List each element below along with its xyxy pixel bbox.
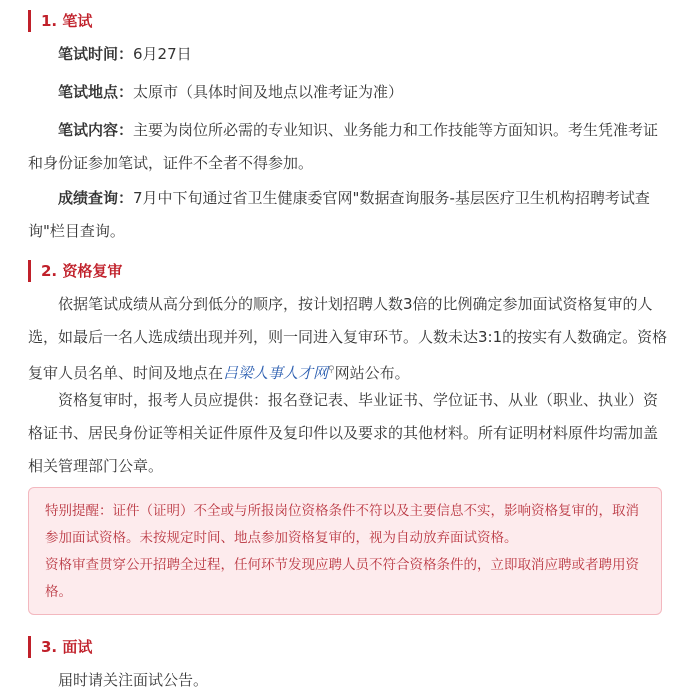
review-paragraph-2: 资格复审时，报考人员应提供：报名登记表、毕业证书、学位证书、从业（职业、执业）资格证书、居民身份证等相关证件原件及复印件以及要求的其他材料。所有证明材料原件均需加盖相关管理部门公章。 — [28, 391, 659, 475]
review-paragraph-1 — [28, 288, 668, 390]
interview-paragraph: 届时请关注面试公告。 — [58, 671, 209, 689]
exam-place-label: 笔试地点： — [58, 83, 134, 101]
exam-time-label: 笔试时间： — [58, 45, 134, 63]
score-query-value: 7月中下旬通过省卫生健康委官网"数据查询服务-基层医疗卫生机构招聘考试查询"栏目查询。 — [28, 189, 650, 240]
exam-content-value: 主要为岗位所必需的专业知识、业务能力和工作技能等方面知识。考生凭准考证和身份证参加笔试，证件不全者不得参加。 — [28, 121, 659, 172]
exam-place-paragraph — [28, 76, 668, 109]
exam-time-paragraph — [28, 38, 668, 71]
exam-content-paragraph — [28, 114, 668, 180]
special-reminder-box — [28, 487, 662, 615]
review-text-before-link: 依据笔试成绩从高分到低分的顺序，按计划招聘人数3倍的比例确定参加面试资格复审的人选，如最后一名人选成绩出现并列，则一同进入复审环节。人数未达3:1的按实有人数确定。资格复审人员名单、时间及地点在 — [28, 295, 668, 382]
reminder-line-2: 资格审查贯穿公开招聘全过程，任何环节发现应聘人员不符合资格条件的，立即取消应聘或者聘用资格。 — [45, 557, 639, 600]
exam-place-value: 太原市（具体时间及地点以准考证为准） — [133, 83, 404, 101]
lvliang-hr-link[interactable]: 吕梁人事人才网 — [223, 364, 329, 382]
search-icon: ⚲ — [328, 365, 335, 375]
score-query-paragraph — [28, 182, 668, 248]
review-text-after-link: 网站公布。 — [334, 364, 410, 382]
section-title-qualification-review: 2. 资格复审 — [28, 260, 122, 282]
reminder-line-1: 特别提醒：证件（证明）不全或与所报岗位资格条件不符以及主要信息不实，影响资格复审的，取消参加面试资格。未按规定时间、地点参加资格复审的，视为自动放弃面试资格。 — [45, 503, 639, 546]
section-title-written-exam: 1. 笔试 — [28, 10, 92, 32]
score-query-label: 成绩查询： — [58, 189, 134, 207]
exam-time-value: 6月27日 — [133, 45, 192, 63]
exam-content-label: 笔试内容： — [58, 121, 134, 139]
section-title-interview: 3. 面试 — [28, 636, 92, 658]
